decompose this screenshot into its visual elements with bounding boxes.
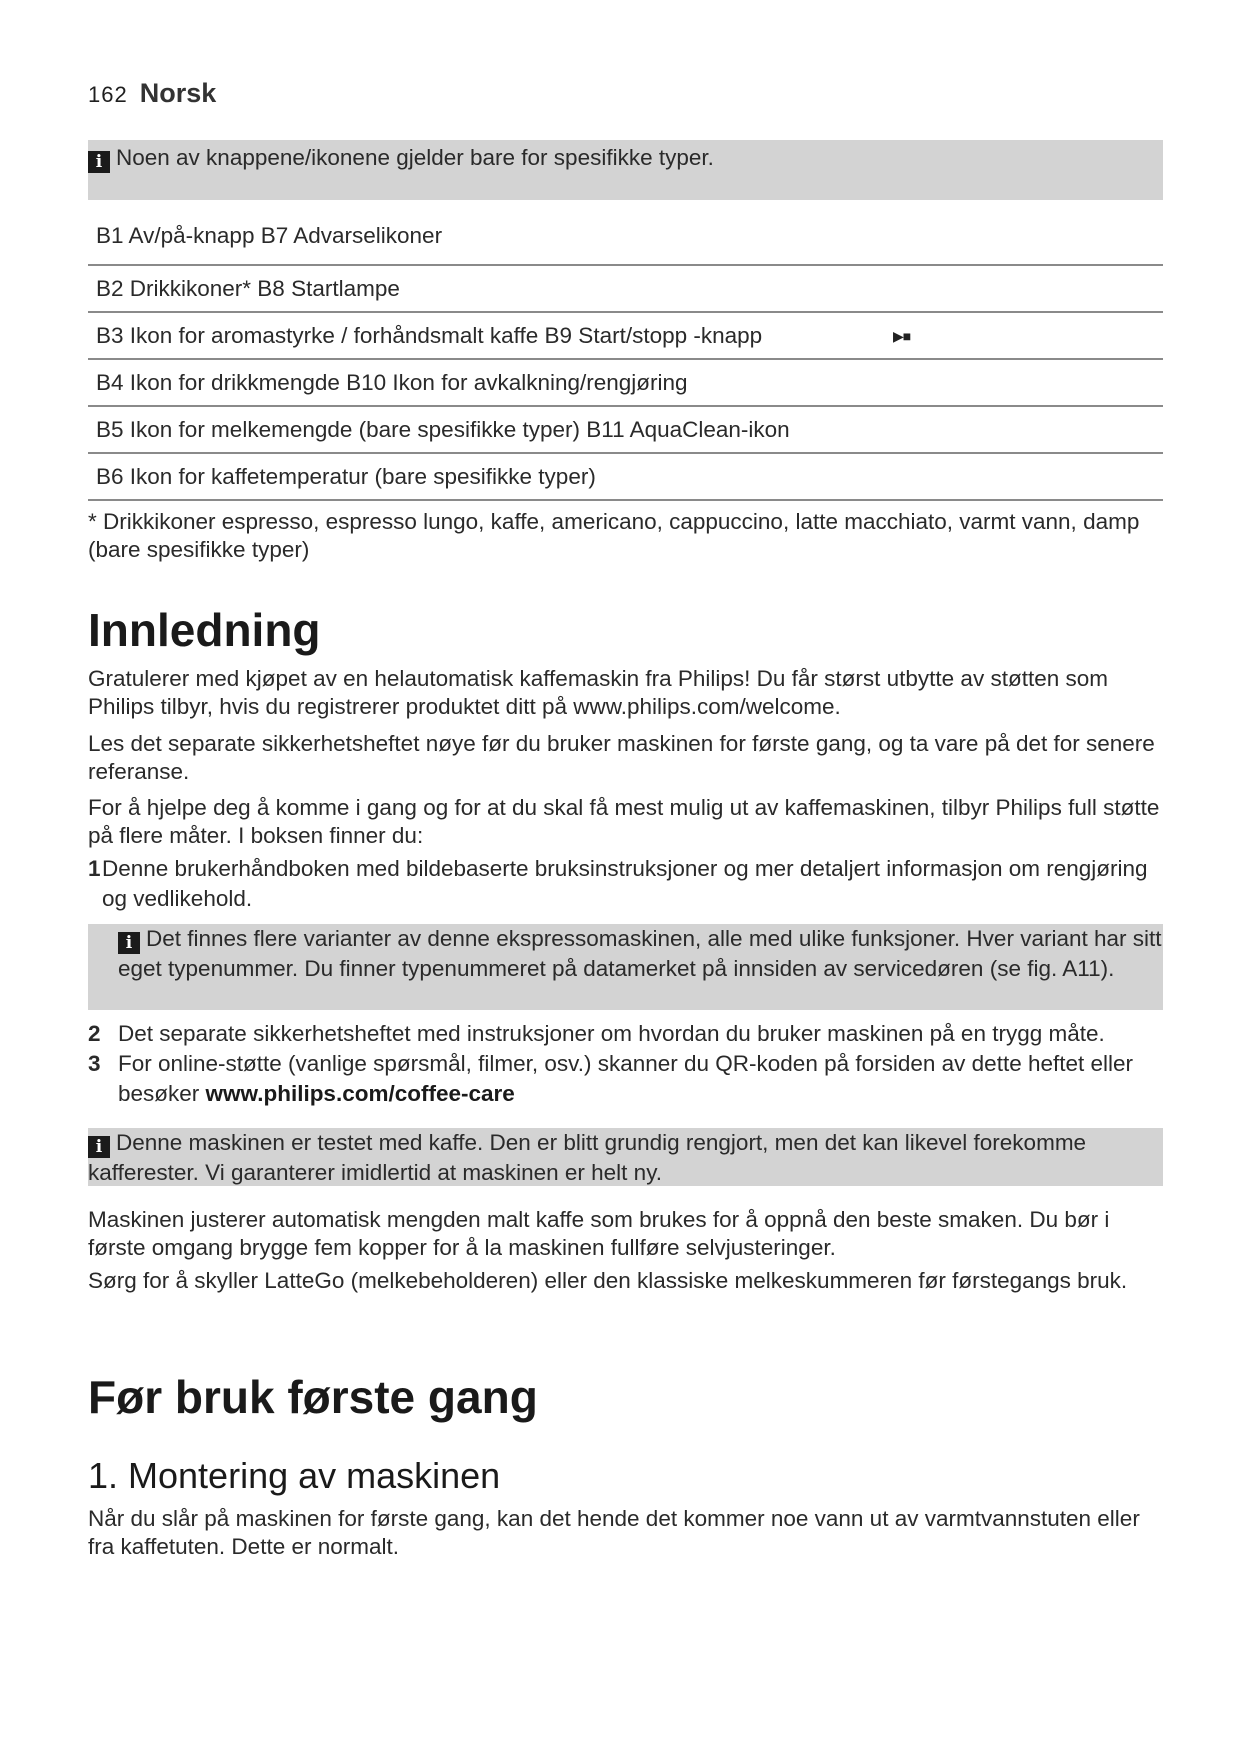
intro-paragraph-1: Gratulerer med kjøpet av en helautomatisk kaffemaskin fra Philips! Du får størst utbytte av støtten som Philips tilbyr, hvis du registrerer produktet ditt på www.philips.com/welcome. [88, 666, 1108, 719]
table-footnote: * Drikkikoner espresso, espresso lungo, kaffe, americano, cappuccino, latte macchiato, varmt vann, damp (bare spesifikke typer) [88, 509, 1140, 562]
note-box-variants [88, 924, 1163, 1010]
section-heading-first-use: Før bruk første gang [88, 1371, 538, 1423]
note-box-buttons [88, 140, 1163, 200]
list-item: 3 For online-støtte (vanlige spørsmål, filmer, osv.) skanner du QR-koden på forsiden av dette heftet eller besøker www.philips.com/coffee-care [88, 1051, 1134, 1106]
language-label: Norsk [139, 78, 217, 108]
table-row: B4 Ikon for drikkmengde B10 Ikon for avkalkning/rengjøring [88, 360, 1163, 407]
list-item: 1 Denne brukerhåndboken med bildebaserte bruksinstruksjoner og mer detaljert informasjon om rengjøring og vedlikehold. [88, 856, 1148, 911]
note-text: Det finnes flere varianter av denne ekspressomaskinen, alle med ulike funksjoner. Hver variant har sitt eget typenummer. Du finner typenummeret på datamerket på innsiden av servicedøren (se fig. A11). [118, 926, 1162, 981]
page-number: 162 [88, 82, 128, 107]
intro-paragraph-2: Les det separate sikkerhetsheftet nøye før du bruker maskinen for første gang, og ta vare på det for senere referanse. [88, 731, 1155, 784]
start-stop-icon: ▶■ [893, 328, 911, 344]
info-icon: i [88, 1136, 110, 1158]
table-row: B2 Drikkikoner* B8 Startlampe [88, 266, 1163, 313]
table-row: B6 Ikon for kaffetemperatur (bare spesifikke typer) [88, 454, 1163, 501]
table-row: B5 Ikon for melkemengde (bare spesifikke typer) B11 AquaClean-ikon [88, 407, 1163, 454]
info-icon: i [118, 932, 140, 954]
assembly-paragraph: Når du slår på maskinen for første gang, kan det hende det kommer noe vann ut av varmtvannstuten eller fra kaffetuten. Dette er normalt. [88, 1506, 1140, 1559]
intro-paragraph-4: Maskinen justerer automatisk mengden malt kaffe som brukes for å oppnå den beste smaken. Du bør i første omgang brygge fem kopper for å la maskinen fullføre selvjusteringer. [88, 1207, 1110, 1260]
note-text: Noen av knappene/ikonene gjelder bare for spesifikke typer. [116, 145, 714, 170]
table-row: B3 Ikon for aromastyrke / forhåndsmalt kaffe B9 Start/stopp -knapp ▶■ [88, 313, 1163, 360]
page-header [88, 78, 216, 109]
section-heading-intro: Innledning [88, 604, 321, 656]
info-icon: i [88, 151, 110, 173]
list-item: 2 Det separate sikkerhetsheftet med instruksjoner om hvordan du bruker maskinen på en trygg måte. [88, 1021, 1105, 1046]
subsection-heading-assembly: 1. Montering av maskinen [88, 1455, 501, 1496]
note-text: Denne maskinen er testet med kaffe. Den er blitt grundig rengjort, men det kan likevel forekomme kafferester. Vi garanterer imidlertid at maskinen er helt ny. [88, 1130, 1087, 1185]
coffee-care-link[interactable]: www.philips.com/coffee-care [205, 1081, 515, 1106]
button-table [88, 211, 1163, 501]
intro-paragraph-3: For å hjelpe deg å komme i gang og for at du skal få mest mulig ut av kaffemaskinen, tilbyr Philips full støtte på flere måter. I boksen finner du: [88, 795, 1160, 848]
note-box-tested [88, 1128, 1163, 1186]
table-row: B1 Av/på-knapp B7 Advarselikoner [88, 211, 1163, 266]
intro-paragraph-5: Sørg for å skyller LatteGo (melkebeholderen) eller den klassiske melkeskummeren før førstegangs bruk. [88, 1268, 1128, 1293]
